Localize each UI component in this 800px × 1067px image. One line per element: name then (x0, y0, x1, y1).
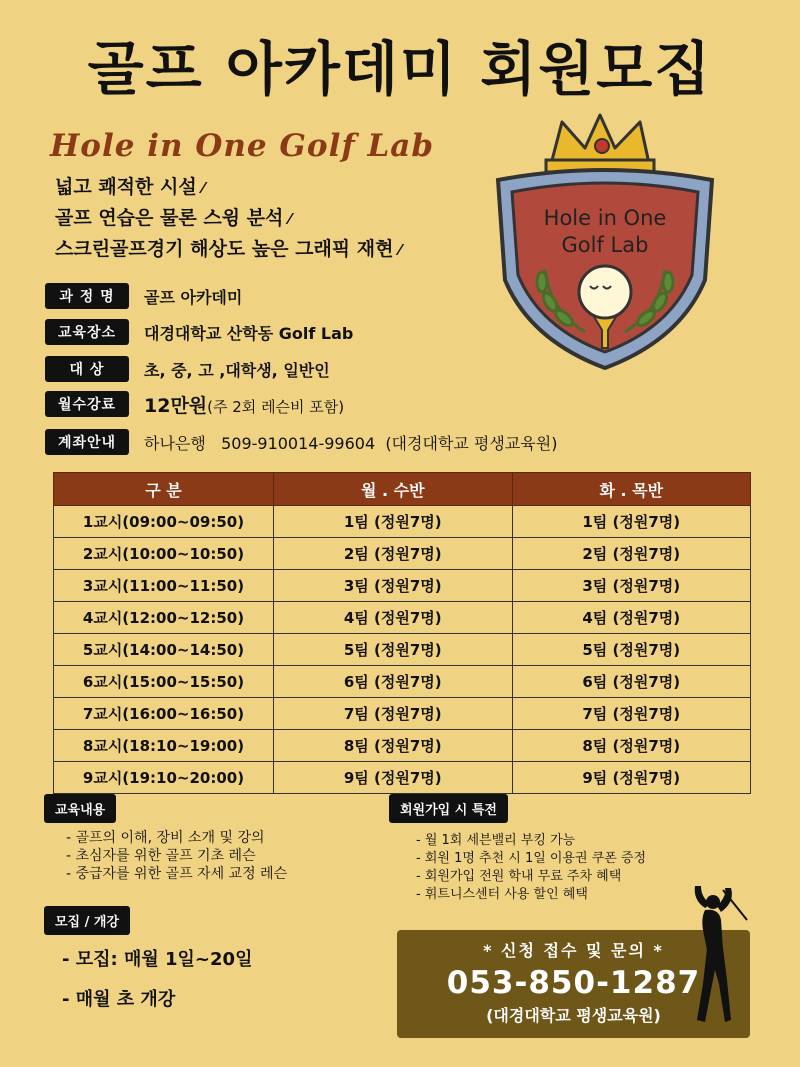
info-account (45, 428, 557, 456)
table-cell: 4교시(12:00~12:50) (54, 602, 274, 634)
table-row (54, 730, 751, 762)
table-row (54, 634, 751, 666)
table-cell: 4팀 (정원7명) (512, 602, 751, 634)
schedule-table (53, 472, 751, 794)
table-cell: 4팀 (정원7명) (274, 602, 513, 634)
table-cell: 5팀 (정원7명) (274, 634, 513, 666)
table-cell: 6팀 (정원7명) (274, 666, 513, 698)
table-header: 구 분 (54, 473, 274, 506)
info-target (45, 355, 330, 383)
info-location (45, 318, 353, 346)
page-title: 골프 아카데미 회원모집 (87, 35, 713, 103)
table-cell: 8팀 (정원7명) (274, 730, 513, 762)
fee-value (144, 391, 344, 418)
golf-lab-logo (490, 110, 720, 370)
table-cell: 2팀 (정원7명) (512, 538, 751, 570)
logo-text-line2: Golf Lab (561, 233, 649, 257)
table-row (54, 538, 751, 570)
list-item: - 휘트니스센터 사용 할인 혜택 (416, 887, 588, 902)
table-cell: 9팀 (정원7명) (512, 762, 751, 794)
table-cell: 7교시(16:00~16:50) (54, 698, 274, 730)
course-value: 골프 아카데미 (144, 287, 243, 307)
table-cell: 1팀 (정원7명) (274, 506, 513, 538)
feature-item: 골프 연습은 물론 스윙 분석 ⁄ (55, 203, 401, 234)
fee-note: (주 2회 레슨비 포함) (207, 397, 345, 416)
feature-item: 스크린골프경기 해상도 높은 그래픽 재현 ⁄ (55, 234, 401, 265)
account-label: 계좌안내 (45, 429, 129, 455)
account-value: 하나은행 509-910014-99604 (대경대학교 평생교육원) (144, 433, 558, 453)
location-value: 대경대학교 산학동 Golf Lab (144, 323, 354, 343)
table-cell: 2팀 (정원7명) (274, 538, 513, 570)
target-label: 대 상 (45, 356, 129, 382)
table-header: 화 . 목반 (512, 473, 751, 506)
list-item: - 회원 1명 추천 시 1일 이용권 쿠폰 증정 (416, 851, 647, 866)
golfer-silhouette-icon (675, 880, 755, 1030)
table-cell: 9교시(19:10~20:00) (54, 762, 274, 794)
table-row (54, 698, 751, 730)
benefits-list (416, 832, 646, 904)
list-item: - 월 1회 세븐밸리 부킹 가능 (416, 833, 576, 848)
recruit-period: - 모집: 매월 1일~20일 (62, 949, 253, 970)
recruit-label: 모집 / 개강 (44, 906, 130, 935)
course-label: 과 정 명 (45, 283, 129, 309)
table-cell: 3교시(11:00~11:50) (54, 570, 274, 602)
table-cell: 5팀 (정원7명) (512, 634, 751, 666)
table-row (54, 762, 751, 794)
brand-name: Hole in One Golf Lab (50, 128, 435, 164)
contact-title: * 신청 접수 및 문의 * (483, 941, 664, 960)
feature-list (55, 172, 401, 265)
table-header-row (54, 473, 751, 506)
table-cell: 3팀 (정원7명) (274, 570, 513, 602)
feature-item: 넓고 쾌적한 시설 ⁄ (55, 172, 401, 203)
table-cell: 9팀 (정원7명) (274, 762, 513, 794)
table-row (54, 506, 751, 538)
table-cell: 6교시(15:00~15:50) (54, 666, 274, 698)
fee-amount: 12만원 (144, 394, 208, 417)
location-label: 교육장소 (45, 319, 129, 345)
table-cell: 5교시(14:00~14:50) (54, 634, 274, 666)
fee-label: 월수강료 (45, 391, 129, 417)
contact-phone: 053-850-1287 (446, 965, 701, 1001)
info-fee (45, 390, 344, 418)
recruit-start: - 매월 초 개강 (62, 989, 176, 1010)
table-cell: 2교시(10:00~10:50) (54, 538, 274, 570)
table-row (54, 602, 751, 634)
table-cell: 8팀 (정원7명) (512, 730, 751, 762)
crown-icon (546, 115, 654, 172)
table-cell: 7팀 (정원7명) (274, 698, 513, 730)
table-cell: 3팀 (정원7명) (512, 570, 751, 602)
table-cell: 1교시(09:00~09:50) (54, 506, 274, 538)
table-row (54, 570, 751, 602)
logo-text-line1: Hole in One (543, 206, 667, 230)
content-label: 교육내용 (44, 794, 116, 823)
list-item: - 초심자를 위한 골프 기초 레슨 (66, 848, 256, 864)
table-cell: 8교시(18:10~19:00) (54, 730, 274, 762)
list-item: - 중급자를 위한 골프 자세 교정 레슨 (66, 866, 288, 882)
benefits-label: 회원가입 시 특전 (389, 794, 508, 823)
table-cell: 6팀 (정원7명) (512, 666, 751, 698)
table-row (54, 666, 751, 698)
content-list (66, 829, 287, 883)
table-cell: 1팀 (정원7명) (512, 506, 751, 538)
info-course (45, 282, 242, 310)
contact-org: (대경대학교 평생교육원) (486, 1006, 661, 1025)
list-item: - 골프의 이해, 장비 소개 및 강의 (66, 830, 265, 846)
table-cell: 7팀 (정원7명) (512, 698, 751, 730)
target-value: 초, 중, 고 ,대학생, 일반인 (144, 360, 330, 380)
list-item: - 회원가입 전원 학내 무료 주차 혜택 (416, 869, 622, 884)
table-header: 월 . 수반 (274, 473, 513, 506)
